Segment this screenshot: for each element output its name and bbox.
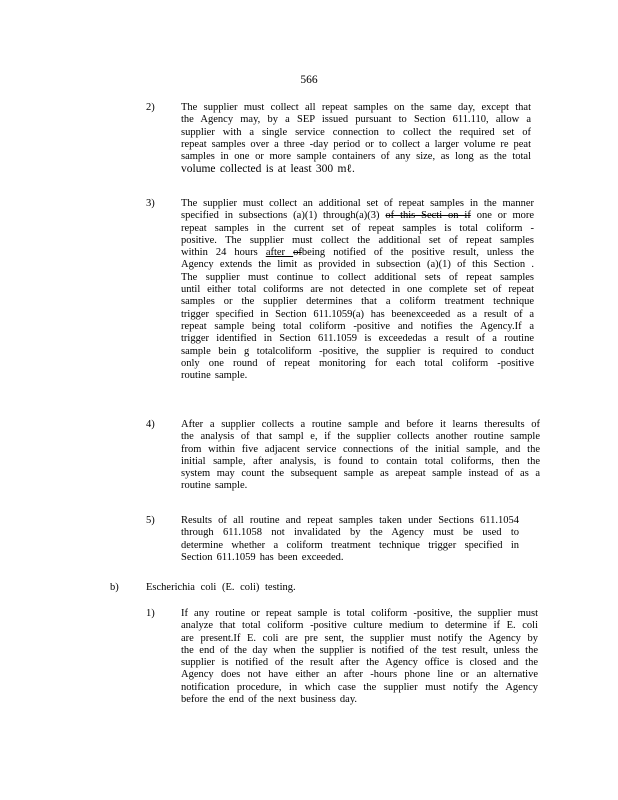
paragraph-line: routine sample.	[181, 370, 248, 382]
paragraph-line: repeat sample being total coliform -positive and notifies the Agency.If a	[181, 320, 534, 332]
paragraph-line: The supplier must collect an additional set of repeat samples in the manner	[181, 198, 534, 209]
paragraph-line: samples or the supplier determines that a coliform treatment technique	[181, 296, 534, 308]
paragraph-line: Section 611.1059 has been exceeded.	[181, 551, 344, 563]
paragraph-line: repeat samples in the current set of repeat samples is total coliform -	[181, 222, 534, 234]
paragraph-line: analyze that total coliform -positive culture medium to determine if E. coli	[181, 620, 538, 632]
paragraph-line: only one round of repeat monitoring for each total coliform -positive	[181, 357, 534, 369]
paragraph-line: repeat samples over a three -day period or to collect a larger volume re peat	[181, 138, 531, 150]
paragraph-line: supplier with a single service connection to collect the required set of	[181, 126, 531, 138]
paragraph-line: initial sample, after analysis, is found to contain total coliforms, then the	[181, 455, 540, 467]
paragraph-item-4	[181, 419, 540, 493]
paragraph-line: the Agency may, by a SEP issued pursuant to Section 611.110, allow a	[181, 114, 531, 126]
section-label-b: b)	[110, 582, 119, 593]
paragraph-line: Agency does not have either an after -hours phone line or an alternative	[181, 669, 538, 681]
paragraph-line	[181, 247, 534, 259]
paragraph-item-5	[181, 515, 519, 564]
paragraph-line: routine sample.	[181, 480, 248, 492]
paragraph-line: notification procedure, in which case the supplier must notify the Agency	[181, 681, 538, 693]
item-label-b1: 1)	[146, 608, 155, 619]
text-run: one or more	[470, 210, 535, 222]
paragraph-line: sample bein g totalcoliform -positive, the supplier is required to conduct	[181, 345, 534, 357]
paragraph-line: supplier is notified of the result after the Agency office is closed and the	[181, 657, 538, 669]
inserted-text: after	[265, 247, 294, 259]
paragraph-line: until either total coliforms are not detected in one complete set of repeat	[181, 284, 534, 296]
paragraph-line: determine whether a coliform treatment technique trigger specified in	[181, 539, 519, 551]
paragraph-line	[181, 210, 534, 222]
item-label-2: 2)	[146, 102, 155, 113]
paragraph-line: are present.If E. coli are pre sent, the supplier must notify the Agency by	[181, 632, 538, 644]
deleted-text: of this Secti on if	[385, 210, 471, 222]
paragraph-line: After a supplier collects a routine sample and before it learns theresults of	[181, 419, 540, 430]
paragraph-line: Agency extends the limit as provided in subsection (a)(1) of this Section .	[181, 259, 534, 271]
paragraph-line: before the end of the next business day.	[181, 694, 358, 706]
paragraph-item-3	[181, 198, 534, 382]
paragraph-line: volume collected is at least 300 mℓ.	[181, 163, 355, 176]
paragraph-line: the analysis of that sampl e, if the supplier collects another routine sample	[181, 431, 540, 443]
paragraph-item-b1	[181, 608, 538, 706]
paragraph-line: through 611.1058 not invalidated by the Agency must be used to	[181, 527, 519, 539]
paragraph-line: trigger identified in Section 611.1059 is exceededas a result of a routine	[181, 333, 534, 345]
paragraph-line: the end of the day when the supplier is notified of the test result, unless the	[181, 644, 538, 656]
paragraph-line: The supplier must collect all repeat samples on the same day, except that	[181, 102, 531, 113]
item-label-4: 4)	[146, 419, 155, 430]
paragraph-item-2	[181, 102, 531, 176]
paragraph-line: The supplier must continue to collect additional sets of repeat samples	[181, 271, 534, 283]
paragraph-line: If any routine or repeat sample is total coliform -positive, the supplier must	[181, 608, 538, 619]
paragraph-line: positive. The supplier must collect the additional set of repeat samples	[181, 234, 534, 246]
page-number: 566	[300, 74, 318, 86]
text-run: being notified of the positive result, unless the	[301, 247, 535, 259]
deleted-text: of	[293, 247, 302, 259]
item-label-3: 3)	[146, 198, 155, 209]
paragraph-line: from within five adjacent service connections of the initial sample, and the	[181, 443, 540, 455]
paragraph-line: trigger specified in Section 611.1059(a) has beenexceeded as a result of a	[181, 308, 534, 320]
item-label-5: 5)	[146, 515, 155, 526]
paragraph-line: samples in one or more sample containers of any size, as long as the total	[181, 151, 531, 163]
text-run: specified in subsections (a)(1) through(a)(3)	[181, 210, 386, 222]
paragraph-line: system may count the subsequent sample as arepeat sample instead of as a	[181, 468, 540, 480]
section-heading-b: Escherichia coli (E. coli) testing.	[146, 582, 296, 593]
paragraph-line: Results of all routine and repeat samples taken under Sections 611.1054	[181, 515, 519, 526]
text-run: within 24 hours	[181, 247, 266, 259]
